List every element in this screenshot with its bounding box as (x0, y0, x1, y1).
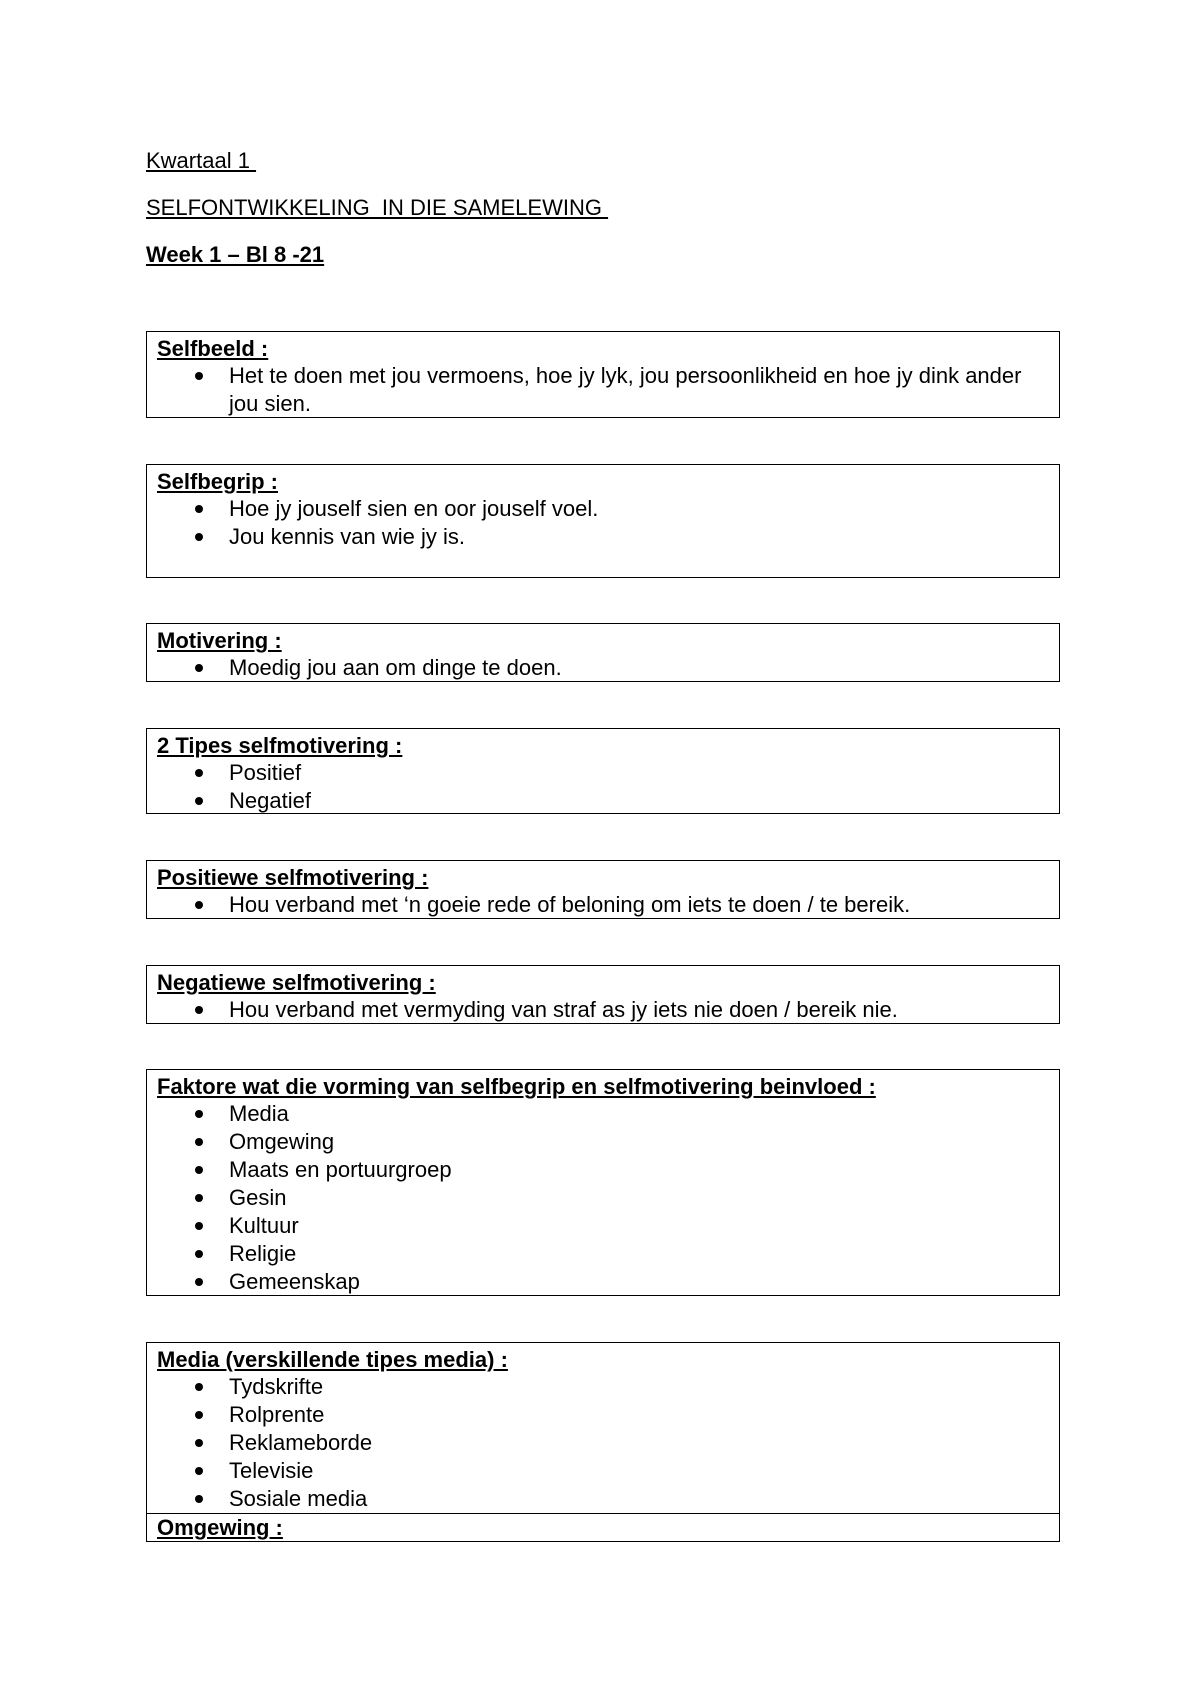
list-item: Moedig jou aan om dinge te doen. (157, 654, 1049, 682)
list-item: Hou verband met vermyding van straf as jy iets nie doen / bereik nie. (157, 996, 1049, 1024)
list-item: Gesin (157, 1184, 1049, 1212)
list-item: Hoe jy jouself sien en oor jouself voel. (157, 495, 1049, 523)
bullet-list (157, 996, 1049, 1024)
section-title: Omgewing : (157, 1515, 283, 1540)
bullet-list (157, 1373, 1049, 1513)
quarter-heading: Kwartaal 1 (146, 148, 257, 173)
subject-heading: SELFONTWIKKELING IN DIE SAMELEWING (146, 195, 609, 220)
section-selfbeeld (146, 331, 1060, 418)
section-title: Positiewe selfmotivering : (157, 865, 429, 890)
section-tipes-selfmotivering (146, 728, 1060, 814)
section-selfbegrip (146, 464, 1060, 578)
list-item: Negatief (157, 787, 1049, 815)
section-faktore (146, 1069, 1060, 1296)
bullet-list (157, 495, 1049, 551)
list-item: Rolprente (157, 1401, 1049, 1429)
list-item: Maats en portuurgroep (157, 1156, 1049, 1184)
bullet-list (157, 654, 1049, 682)
list-item: Hou verband met ‘n goeie rede of beloning om iets te doen / te bereik. (157, 891, 1049, 919)
bullet-list (157, 362, 1049, 418)
bullet-list (157, 891, 1049, 919)
list-item: Omgewing (157, 1128, 1049, 1156)
list-item: Religie (157, 1240, 1049, 1268)
section-negatiewe-selfmotivering (146, 965, 1060, 1024)
bullet-list (157, 759, 1049, 815)
section-title: 2 Tipes selfmotivering : (157, 733, 403, 758)
list-item: Reklameborde (157, 1429, 1049, 1457)
section-title: Faktore wat die vorming van selfbegrip en selfmotivering beinvloed : (157, 1074, 876, 1099)
section-media (146, 1342, 1060, 1542)
list-item: Jou kennis van wie jy is. (157, 523, 1049, 551)
list-item: Positief (157, 759, 1049, 787)
section-title: Selfbegrip : (157, 469, 279, 494)
section-motivering (146, 623, 1060, 682)
list-item: Sosiale media (157, 1485, 1049, 1513)
section-positiewe-selfmotivering (146, 860, 1060, 919)
list-item: Het te doen met jou vermoens, hoe jy lyk, jou persoonlikheid en hoe jy dink ander jou sien. (157, 362, 1049, 418)
list-item: Kultuur (157, 1212, 1049, 1240)
list-item: Televisie (157, 1457, 1049, 1485)
list-item: Media (157, 1100, 1049, 1128)
section-title: Media (verskillende tipes media) : (157, 1347, 508, 1372)
list-item: Gemeenskap (157, 1268, 1049, 1296)
section-title: Negatiewe selfmotivering : (157, 970, 436, 995)
section-title: Motivering : (157, 628, 282, 653)
list-item: Tydskrifte (157, 1373, 1049, 1401)
bullet-list (157, 1100, 1049, 1296)
week-heading: Week 1 – Bl 8 -21 (146, 242, 325, 267)
section-title: Selfbeeld : (157, 336, 269, 361)
